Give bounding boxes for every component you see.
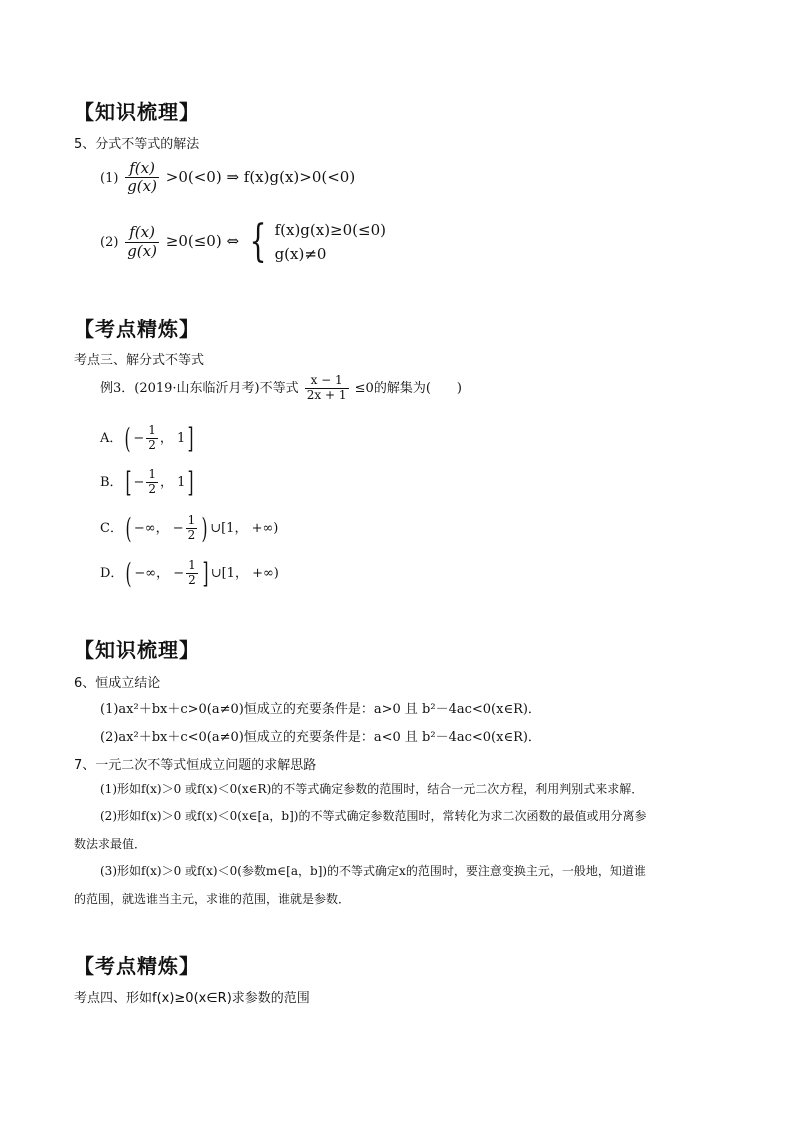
formula-1-numerator: f(x) [125, 160, 159, 178]
formula-2-system-line-2: g(x)≠0 [274, 245, 327, 263]
option-c-neg-inf: −∞， − [133, 521, 184, 536]
formula-2-label: (2) [100, 235, 119, 250]
formula-1 [100, 160, 355, 196]
option-b-fraction [146, 468, 158, 497]
option-d-fraction [186, 559, 198, 588]
formula-2-numerator: f(x) [125, 224, 159, 242]
item-5-title: 5、分式不等式的解法 [74, 137, 200, 152]
option-a [100, 422, 196, 455]
option-a-label: A． [100, 431, 123, 446]
option-d [100, 557, 279, 590]
section-heading-practice-2: 【考点精炼】 [74, 954, 200, 978]
left-paren-icon: ( [124, 422, 131, 455]
exam-point-3: 考点三、解分式不等式 [74, 353, 205, 368]
example-3-denominator: 2x + 1 [306, 387, 347, 402]
method-paragraph-1: (1)形如f(x)＞0 或f(x)＜0(x∈R)的不等式确定参数的范围时，结合一元二次方程，利用判别式来求解． [100, 782, 644, 796]
formula-1-denominator: g(x) [127, 177, 157, 196]
conclusion-line-2: (2)ax²＋bx＋c<0(a≠0)恒成立的充要条件是：a<0 且 b²－4ac<0(x∈R)． [100, 730, 541, 745]
option-b [100, 466, 196, 499]
option-b-half-num: 1 [148, 467, 157, 482]
option-a-half-num: 1 [148, 423, 156, 438]
left-paren-icon: ( [125, 557, 132, 590]
method-paragraph-3a: (3)形如f(x)＞0 或f(x)＜0(参数m∈[a，b])的不等式确定x的范围时，要注意变换主元，一般地，知道谁 [100, 864, 646, 878]
option-d-half-num: 1 [188, 558, 196, 573]
option-c-fraction [186, 514, 198, 543]
option-b-label: B． [100, 475, 123, 490]
option-d-union: ∪[1， +∞) [210, 566, 279, 581]
example-3-numerator: x − 1 [305, 374, 349, 389]
example-3-question [100, 374, 462, 403]
option-a-fraction [146, 424, 158, 453]
formula-2-mid: ≥0(≤0) ⇔ [165, 232, 240, 250]
formula-2-fraction [125, 224, 159, 260]
option-a-rest: ， 1 [159, 431, 186, 446]
option-c-half-den: 2 [187, 528, 196, 542]
left-paren-icon: ( [125, 512, 132, 545]
right-bracket-icon: ] [202, 557, 209, 590]
formula-2-system [275, 218, 386, 266]
option-d-half-den: 2 [188, 573, 196, 587]
section-heading-practice-1: 【考点精炼】 [74, 317, 200, 341]
right-paren-icon: ) [201, 512, 208, 545]
option-b-minus: − [133, 475, 145, 490]
option-b-half-den: 2 [148, 482, 157, 496]
section-heading-knowledge-1: 【知识梳理】 [74, 100, 200, 124]
item-7-title: 7、一元二次不等式恒成立问题的求解思路 [74, 758, 317, 773]
option-c-label: C． [100, 521, 123, 536]
option-a-half-den: 2 [148, 438, 156, 452]
option-c-union: ∪[1， +∞) [210, 521, 279, 536]
conclusion-line-1: (1)ax²＋bx＋c>0(a≠0)恒成立的充要条件是：a>0 且 b²－4ac<0(x∈R)． [100, 702, 541, 717]
section-heading-knowledge-2: 【知识梳理】 [74, 638, 200, 662]
method-paragraph-2b: 数法求最值． [74, 837, 147, 851]
exam-point-4: 考点四、形如f(x)≥0(x∈R)求参数的范围 [74, 991, 310, 1006]
item-6-title: 6、恒成立结论 [74, 676, 161, 691]
left-bracket-icon: [ [125, 466, 132, 499]
method-paragraph-3b: 的范围，就选谁当主元，求谁的范围，谁就是参数． [74, 892, 351, 906]
option-d-label: D． [100, 566, 124, 581]
option-d-neg-inf: −∞， − [134, 566, 185, 581]
option-b-rest: ， 1 [160, 475, 186, 490]
example-3-suffix: ≤0的解集为( ) [354, 380, 462, 396]
formula-1-label: (1) [100, 170, 119, 186]
option-c-half-num: 1 [187, 513, 196, 528]
right-bracket-icon: ] [187, 466, 194, 499]
formula-1-rhs: >0(<0) ⇒ f(x)g(x)>0(<0) [165, 167, 356, 186]
example-3-fraction [305, 374, 349, 403]
option-a-minus: − [133, 431, 145, 446]
left-brace-icon: { [249, 216, 267, 267]
method-paragraph-2a: (2)形如f(x)＞0 或f(x)＜0(x∈[a，b])的不等式确定参数范围时，常转化为求二次函数的最值或用分离参 [100, 809, 647, 823]
example-3-prefix: 例3．(2019·山东临沂月考)不等式 [100, 380, 299, 396]
formula-2 [100, 218, 386, 266]
formula-1-fraction [125, 160, 159, 196]
formula-2-denominator: g(x) [127, 241, 157, 260]
right-bracket-icon: ] [187, 422, 194, 455]
option-c [100, 512, 278, 545]
formula-2-system-line-1: f(x)g(x)≥0(≤0) [274, 221, 386, 239]
